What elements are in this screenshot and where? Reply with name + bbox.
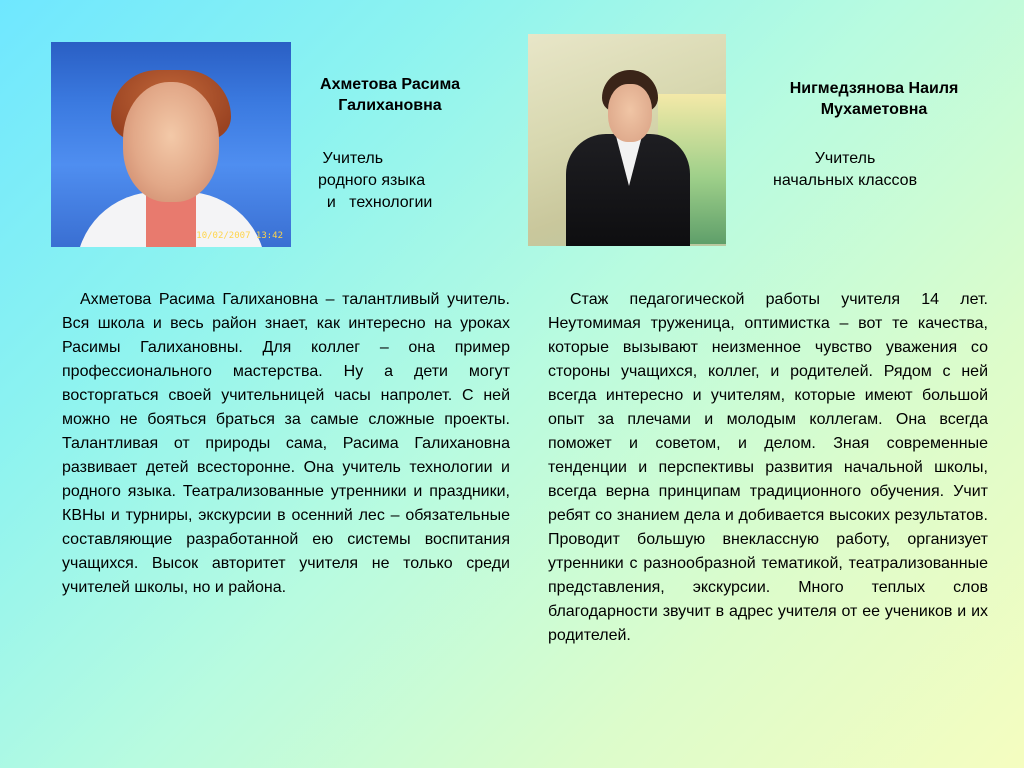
teacher1-photo <box>51 42 291 247</box>
teacher1-bio-text: Ахметова Расима Галихановна – талантливый учитель. Вся школа и весь район знает, как интересно на уроках Расимы Галихановны. Для коллег – она пример профессионального мастерства. Ну а дети могут восторгаться своей учительницей часы напролет. С ней можно не бояться браться за самые сложные проекты. Талантливая от природы сама, Расима Галихановна развивает детей всесторонне. Она учитель технологии и родного языка. Театрализованные утренники и праздники, КВНы и турниры, экскурсии в осенний лес – обязательные составляющие разработанной ею системы воспитания учащихся. Высок авторитет учителя не только среди учителей школы, но и района. <box>62 291 510 596</box>
photo-face <box>123 82 219 202</box>
teacher2-name: Нигмедзянова Наиля Мухаметовна <box>789 80 959 118</box>
teacher2-role: Учитель начальных классов <box>773 150 918 189</box>
teacher2-bio <box>548 288 988 648</box>
teacher1-bio <box>62 288 510 600</box>
teacher2-bio-text: Стаж педагогической работы учителя 14 лет. Неутомимая труженица, оптимистка – вот те качества, которые вызывают неизменное чувство уважения со стороны учащихся, коллег, и родителей. Рядом с ней всегда интересно и учителям, которые имеют большой опыт за плечами и молодым коллегам. Она всегда поможет и советом, и делом. Зная современные тенденции и перспективы развития начальной школы, всегда верна принципам традиционного обучения. Учит ребят со знанием дела и добивается высоких результатов. Проводит большую внеклассную работу, организует утренники с разнообразной тематикой, театрализованные представления, экскурсии. Много теплых слов благодарности звучит в адрес учителя от ее учеников и их родителей. <box>548 291 988 644</box>
teacher1-role: Учитель родного языка и технологии <box>318 150 433 211</box>
photo-face <box>608 84 652 142</box>
teacher1-name: Ахметова Расима Галихановна <box>320 76 460 114</box>
photo-date-stamp: 10/02/2007 13:42 <box>196 231 283 241</box>
teacher2-photo <box>528 34 726 246</box>
